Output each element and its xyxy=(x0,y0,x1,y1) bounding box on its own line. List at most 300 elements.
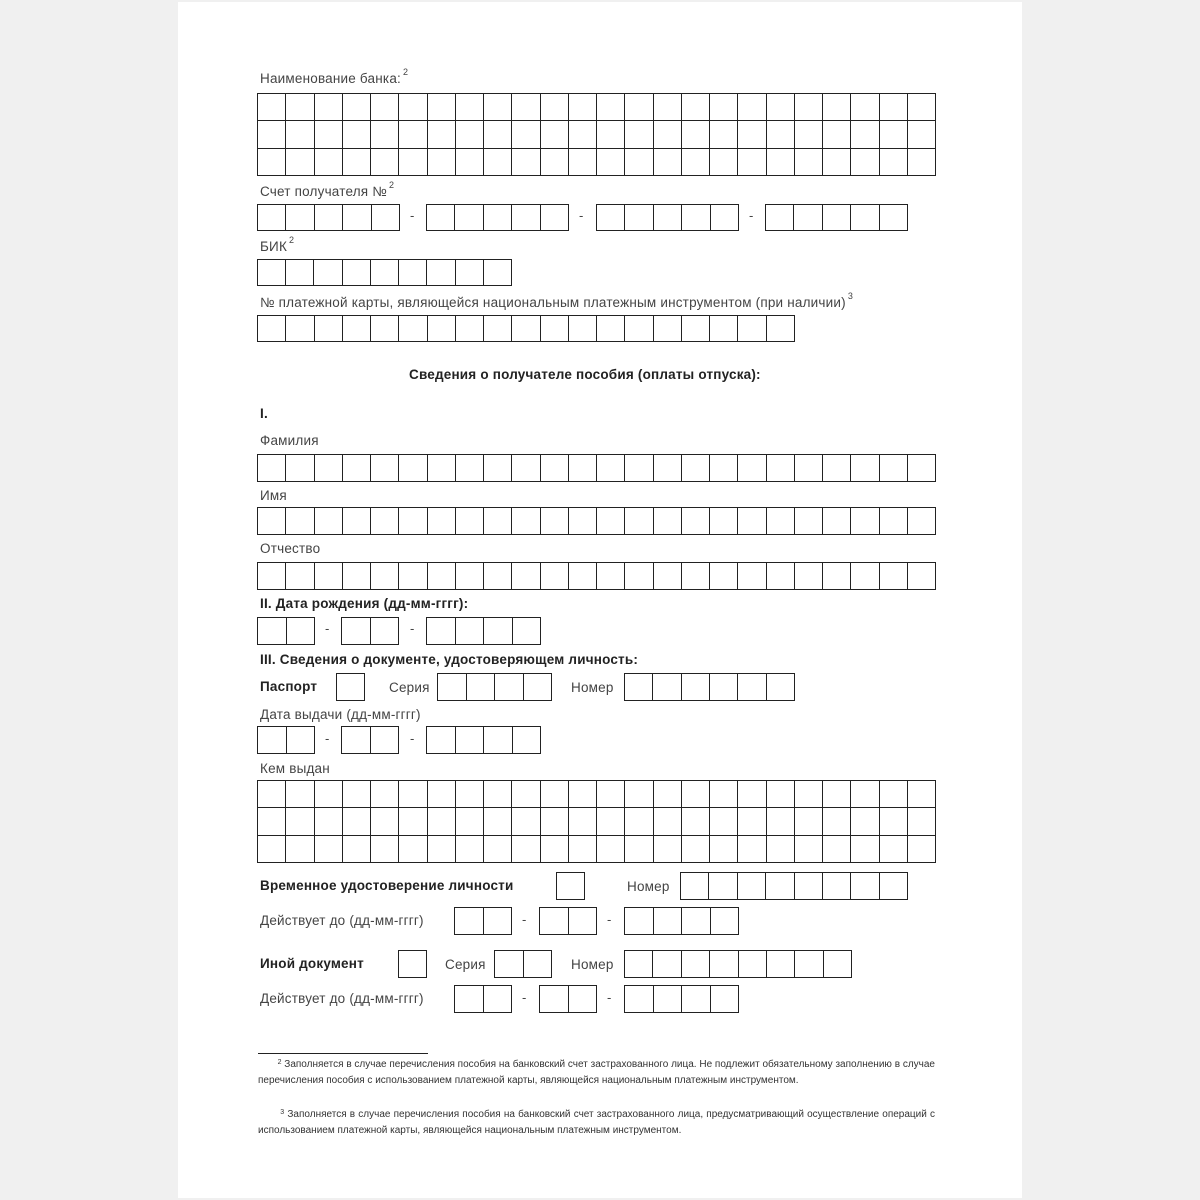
issue-day-grid[interactable] xyxy=(257,726,315,754)
input-cell[interactable] xyxy=(258,149,286,176)
input-cell[interactable] xyxy=(258,316,286,342)
input-cell[interactable] xyxy=(371,563,399,590)
input-cell[interactable] xyxy=(767,563,795,590)
input-cell[interactable] xyxy=(710,316,738,342)
input-cell[interactable] xyxy=(371,260,399,286)
input-cell[interactable] xyxy=(710,951,738,978)
input-cell[interactable] xyxy=(371,316,399,342)
input-cell[interactable] xyxy=(569,316,597,342)
input-cell[interactable] xyxy=(710,508,738,535)
input-cell[interactable] xyxy=(371,781,399,808)
input-cell[interactable] xyxy=(315,563,343,590)
input-cell[interactable] xyxy=(681,873,709,900)
input-cell[interactable] xyxy=(625,316,653,342)
input-cell[interactable] xyxy=(399,260,427,286)
account-grid-4[interactable] xyxy=(765,204,908,231)
other-number-grid[interactable] xyxy=(624,950,852,978)
input-cell[interactable] xyxy=(286,205,314,231)
input-cell[interactable] xyxy=(569,908,598,935)
input-cell[interactable] xyxy=(738,674,766,701)
input-cell[interactable] xyxy=(258,727,287,754)
input-cell[interactable] xyxy=(625,951,653,978)
input-cell[interactable] xyxy=(456,727,485,754)
input-cell[interactable] xyxy=(880,563,908,590)
input-cell[interactable] xyxy=(399,563,427,590)
input-cell[interactable] xyxy=(767,674,795,701)
input-cell[interactable] xyxy=(710,121,738,148)
input-cell[interactable] xyxy=(625,781,653,808)
input-cell[interactable] xyxy=(428,563,456,590)
input-cell[interactable] xyxy=(315,455,343,482)
input-cell[interactable] xyxy=(286,808,314,835)
input-cell[interactable] xyxy=(654,781,682,808)
input-cell[interactable] xyxy=(371,149,399,176)
other-doc-checkbox[interactable] xyxy=(398,950,427,978)
input-cell[interactable] xyxy=(541,316,569,342)
other-valid-month-grid[interactable] xyxy=(539,985,597,1013)
input-cell[interactable] xyxy=(851,563,879,590)
input-cell[interactable] xyxy=(625,149,653,176)
input-cell[interactable] xyxy=(625,563,653,590)
input-cell[interactable] xyxy=(484,149,512,176)
input-cell[interactable] xyxy=(428,121,456,148)
input-cell[interactable] xyxy=(795,94,823,121)
input-cell[interactable] xyxy=(541,781,569,808)
input-cell[interactable] xyxy=(569,455,597,482)
input-cell[interactable] xyxy=(851,94,879,121)
input-cell[interactable] xyxy=(315,836,343,863)
input-cell[interactable] xyxy=(851,781,879,808)
input-cell[interactable] xyxy=(512,508,540,535)
account-grid-2[interactable] xyxy=(426,204,569,231)
input-cell[interactable] xyxy=(625,836,653,863)
input-cell[interactable] xyxy=(524,951,553,978)
issue-year-grid[interactable] xyxy=(426,726,541,754)
birth-year-grid[interactable] xyxy=(426,617,541,645)
input-cell[interactable] xyxy=(569,508,597,535)
input-cell[interactable] xyxy=(484,908,513,935)
input-cell[interactable] xyxy=(540,986,569,1013)
input-cell[interactable] xyxy=(342,727,371,754)
input-cell[interactable] xyxy=(654,908,683,935)
input-cell[interactable] xyxy=(682,808,710,835)
input-cell[interactable] xyxy=(569,836,597,863)
input-cell[interactable] xyxy=(484,508,512,535)
input-cell[interactable] xyxy=(455,986,484,1013)
input-cell[interactable] xyxy=(541,563,569,590)
other-valid-year-grid[interactable] xyxy=(624,985,739,1013)
input-cell[interactable] xyxy=(711,908,740,935)
input-cell[interactable] xyxy=(767,836,795,863)
input-cell[interactable] xyxy=(654,808,682,835)
input-cell[interactable] xyxy=(682,908,711,935)
input-cell[interactable] xyxy=(343,316,371,342)
input-cell[interactable] xyxy=(484,260,512,286)
input-cell[interactable] xyxy=(484,316,512,342)
input-cell[interactable] xyxy=(541,836,569,863)
input-cell[interactable] xyxy=(597,808,625,835)
input-cell[interactable] xyxy=(738,873,766,900)
input-cell[interactable] xyxy=(258,205,286,231)
input-cell[interactable] xyxy=(286,260,314,286)
input-cell[interactable] xyxy=(908,455,936,482)
input-cell[interactable] xyxy=(795,873,823,900)
input-cell[interactable] xyxy=(908,508,936,535)
input-cell[interactable] xyxy=(399,836,427,863)
input-cell[interactable] xyxy=(682,205,710,231)
passport-series-grid[interactable] xyxy=(437,673,552,701)
input-cell[interactable] xyxy=(738,121,766,148)
input-cell[interactable] xyxy=(682,121,710,148)
input-cell[interactable] xyxy=(766,873,794,900)
input-cell[interactable] xyxy=(767,781,795,808)
input-cell[interactable] xyxy=(908,94,936,121)
account-grid-1[interactable] xyxy=(257,204,400,231)
input-cell[interactable] xyxy=(738,455,766,482)
input-cell[interactable] xyxy=(428,94,456,121)
account-grid-3[interactable] xyxy=(596,204,739,231)
input-cell[interactable] xyxy=(767,455,795,482)
input-cell[interactable] xyxy=(541,94,569,121)
input-cell[interactable] xyxy=(597,455,625,482)
input-cell[interactable] xyxy=(710,808,738,835)
temp-valid-day-grid[interactable] xyxy=(454,907,512,935)
input-cell[interactable] xyxy=(654,455,682,482)
input-cell[interactable] xyxy=(456,808,484,835)
input-cell[interactable] xyxy=(880,781,908,808)
input-cell[interactable] xyxy=(258,781,286,808)
input-cell[interactable] xyxy=(851,121,879,148)
input-cell[interactable] xyxy=(428,808,456,835)
input-cell[interactable] xyxy=(484,986,513,1013)
input-cell[interactable] xyxy=(512,205,540,231)
input-cell[interactable] xyxy=(541,808,569,835)
input-cell[interactable] xyxy=(399,951,427,978)
input-cell[interactable] xyxy=(512,455,540,482)
input-cell[interactable] xyxy=(682,951,710,978)
bik-grid[interactable] xyxy=(257,259,512,286)
input-cell[interactable] xyxy=(682,986,711,1013)
temp-valid-year-grid[interactable] xyxy=(624,907,739,935)
input-cell[interactable] xyxy=(541,121,569,148)
input-cell[interactable] xyxy=(428,455,456,482)
input-cell[interactable] xyxy=(428,316,456,342)
birth-month-grid[interactable] xyxy=(341,617,399,645)
input-cell[interactable] xyxy=(597,508,625,535)
surname-grid[interactable] xyxy=(257,454,936,482)
input-cell[interactable] xyxy=(512,316,540,342)
temp-id-checkbox[interactable] xyxy=(556,872,585,900)
input-cell[interactable] xyxy=(343,205,371,231)
input-cell[interactable] xyxy=(569,781,597,808)
input-cell[interactable] xyxy=(456,94,484,121)
input-cell[interactable] xyxy=(682,94,710,121)
input-cell[interactable] xyxy=(399,94,427,121)
input-cell[interactable] xyxy=(767,149,795,176)
input-cell[interactable] xyxy=(823,808,851,835)
input-cell[interactable] xyxy=(569,94,597,121)
birth-day-grid[interactable] xyxy=(257,617,315,645)
input-cell[interactable] xyxy=(512,149,540,176)
input-cell[interactable] xyxy=(823,563,851,590)
input-cell[interactable] xyxy=(654,986,683,1013)
input-cell[interactable] xyxy=(315,149,343,176)
input-cell[interactable] xyxy=(258,808,286,835)
input-cell[interactable] xyxy=(286,316,314,342)
input-cell[interactable] xyxy=(456,781,484,808)
input-cell[interactable] xyxy=(427,727,456,754)
input-cell[interactable] xyxy=(456,316,484,342)
input-cell[interactable] xyxy=(710,836,738,863)
input-cell[interactable] xyxy=(710,674,738,701)
input-cell[interactable] xyxy=(880,873,908,900)
input-cell[interactable] xyxy=(456,121,484,148)
input-cell[interactable] xyxy=(851,149,879,176)
input-cell[interactable] xyxy=(286,455,314,482)
input-cell[interactable] xyxy=(286,781,314,808)
input-cell[interactable] xyxy=(286,149,314,176)
input-cell[interactable] xyxy=(512,808,540,835)
input-cell[interactable] xyxy=(315,121,343,148)
input-cell[interactable] xyxy=(738,781,766,808)
input-cell[interactable] xyxy=(343,836,371,863)
input-cell[interactable] xyxy=(738,149,766,176)
input-cell[interactable] xyxy=(371,121,399,148)
input-cell[interactable] xyxy=(654,836,682,863)
input-cell[interactable] xyxy=(315,808,343,835)
patronymic-grid[interactable] xyxy=(257,562,936,590)
input-cell[interactable] xyxy=(258,455,286,482)
input-cell[interactable] xyxy=(484,205,512,231)
input-cell[interactable] xyxy=(286,836,314,863)
input-cell[interactable] xyxy=(337,674,365,701)
input-cell[interactable] xyxy=(880,121,908,148)
other-valid-day-grid[interactable] xyxy=(454,985,512,1013)
input-cell[interactable] xyxy=(438,674,467,701)
input-cell[interactable] xyxy=(795,508,823,535)
input-cell[interactable] xyxy=(823,455,851,482)
input-cell[interactable] xyxy=(823,94,851,121)
input-cell[interactable] xyxy=(709,873,737,900)
input-cell[interactable] xyxy=(513,618,542,645)
input-cell[interactable] xyxy=(399,121,427,148)
input-cell[interactable] xyxy=(371,727,400,754)
input-cell[interactable] xyxy=(512,94,540,121)
input-cell[interactable] xyxy=(625,986,654,1013)
input-cell[interactable] xyxy=(456,260,484,286)
input-cell[interactable] xyxy=(653,951,681,978)
input-cell[interactable] xyxy=(287,618,316,645)
input-cell[interactable] xyxy=(286,508,314,535)
input-cell[interactable] xyxy=(484,808,512,835)
input-cell[interactable] xyxy=(682,781,710,808)
input-cell[interactable] xyxy=(428,781,456,808)
input-cell[interactable] xyxy=(286,94,314,121)
input-cell[interactable] xyxy=(654,508,682,535)
input-cell[interactable] xyxy=(738,508,766,535)
input-cell[interactable] xyxy=(455,908,484,935)
input-cell[interactable] xyxy=(287,727,316,754)
input-cell[interactable] xyxy=(484,781,512,808)
input-cell[interactable] xyxy=(484,455,512,482)
input-cell[interactable] xyxy=(524,674,553,701)
input-cell[interactable] xyxy=(682,316,710,342)
input-cell[interactable] xyxy=(371,455,399,482)
input-cell[interactable] xyxy=(682,563,710,590)
input-cell[interactable] xyxy=(428,508,456,535)
bank-name-grid[interactable] xyxy=(257,93,936,176)
input-cell[interactable] xyxy=(880,808,908,835)
input-cell[interactable] xyxy=(456,508,484,535)
temp-id-number-grid[interactable] xyxy=(680,872,908,900)
input-cell[interactable] xyxy=(682,836,710,863)
input-cell[interactable] xyxy=(315,316,343,342)
input-cell[interactable] xyxy=(795,836,823,863)
input-cell[interactable] xyxy=(908,836,936,863)
input-cell[interactable] xyxy=(625,808,653,835)
input-cell[interactable] xyxy=(711,986,740,1013)
input-cell[interactable] xyxy=(823,873,851,900)
input-cell[interactable] xyxy=(710,563,738,590)
input-cell[interactable] xyxy=(710,781,738,808)
input-cell[interactable] xyxy=(569,986,598,1013)
input-cell[interactable] xyxy=(258,618,287,645)
input-cell[interactable] xyxy=(541,205,569,231)
input-cell[interactable] xyxy=(342,618,371,645)
input-cell[interactable] xyxy=(738,94,766,121)
input-cell[interactable] xyxy=(540,908,569,935)
input-cell[interactable] xyxy=(343,455,371,482)
input-cell[interactable] xyxy=(795,121,823,148)
input-cell[interactable] xyxy=(484,563,512,590)
input-cell[interactable] xyxy=(597,563,625,590)
input-cell[interactable] xyxy=(880,149,908,176)
input-cell[interactable] xyxy=(569,121,597,148)
input-cell[interactable] xyxy=(399,808,427,835)
input-cell[interactable] xyxy=(795,808,823,835)
input-cell[interactable] xyxy=(738,808,766,835)
input-cell[interactable] xyxy=(512,563,540,590)
input-cell[interactable] xyxy=(851,205,879,231)
input-cell[interactable] xyxy=(880,836,908,863)
input-cell[interactable] xyxy=(343,94,371,121)
input-cell[interactable] xyxy=(908,808,936,835)
input-cell[interactable] xyxy=(739,951,767,978)
input-cell[interactable] xyxy=(541,149,569,176)
input-cell[interactable] xyxy=(512,121,540,148)
temp-valid-month-grid[interactable] xyxy=(539,907,597,935)
input-cell[interactable] xyxy=(851,455,879,482)
input-cell[interactable] xyxy=(625,121,653,148)
input-cell[interactable] xyxy=(795,455,823,482)
input-cell[interactable] xyxy=(557,873,585,900)
input-cell[interactable] xyxy=(343,121,371,148)
input-cell[interactable] xyxy=(738,563,766,590)
input-cell[interactable] xyxy=(372,205,400,231)
input-cell[interactable] xyxy=(625,205,653,231)
passport-number-grid[interactable] xyxy=(624,673,795,701)
input-cell[interactable] xyxy=(710,94,738,121)
input-cell[interactable] xyxy=(597,781,625,808)
input-cell[interactable] xyxy=(371,808,399,835)
input-cell[interactable] xyxy=(738,316,766,342)
input-cell[interactable] xyxy=(427,260,455,286)
input-cell[interactable] xyxy=(258,121,286,148)
input-cell[interactable] xyxy=(625,94,653,121)
input-cell[interactable] xyxy=(767,808,795,835)
input-cell[interactable] xyxy=(371,508,399,535)
input-cell[interactable] xyxy=(399,316,427,342)
input-cell[interactable] xyxy=(908,149,936,176)
input-cell[interactable] xyxy=(654,149,682,176)
input-cell[interactable] xyxy=(399,455,427,482)
input-cell[interactable] xyxy=(495,674,524,701)
input-cell[interactable] xyxy=(456,149,484,176)
input-cell[interactable] xyxy=(880,205,908,231)
input-cell[interactable] xyxy=(682,149,710,176)
input-cell[interactable] xyxy=(455,205,483,231)
input-cell[interactable] xyxy=(495,951,524,978)
input-cell[interactable] xyxy=(456,455,484,482)
input-cell[interactable] xyxy=(343,508,371,535)
input-cell[interactable] xyxy=(597,836,625,863)
input-cell[interactable] xyxy=(597,205,625,231)
input-cell[interactable] xyxy=(427,618,456,645)
input-cell[interactable] xyxy=(766,205,794,231)
input-cell[interactable] xyxy=(343,808,371,835)
input-cell[interactable] xyxy=(795,781,823,808)
input-cell[interactable] xyxy=(258,563,286,590)
input-cell[interactable] xyxy=(428,149,456,176)
input-cell[interactable] xyxy=(880,455,908,482)
input-cell[interactable] xyxy=(286,121,314,148)
input-cell[interactable] xyxy=(258,836,286,863)
input-cell[interactable] xyxy=(908,781,936,808)
input-cell[interactable] xyxy=(908,121,936,148)
input-cell[interactable] xyxy=(908,563,936,590)
input-cell[interactable] xyxy=(767,121,795,148)
passport-checkbox[interactable] xyxy=(336,673,365,701)
input-cell[interactable] xyxy=(710,149,738,176)
input-cell[interactable] xyxy=(823,781,851,808)
input-cell[interactable] xyxy=(399,781,427,808)
input-cell[interactable] xyxy=(794,205,822,231)
input-cell[interactable] xyxy=(654,316,682,342)
input-cell[interactable] xyxy=(654,121,682,148)
input-cell[interactable] xyxy=(795,951,823,978)
input-cell[interactable] xyxy=(767,508,795,535)
input-cell[interactable] xyxy=(456,836,484,863)
input-cell[interactable] xyxy=(315,781,343,808)
input-cell[interactable] xyxy=(625,674,653,701)
input-cell[interactable] xyxy=(823,836,851,863)
input-cell[interactable] xyxy=(767,94,795,121)
input-cell[interactable] xyxy=(484,94,512,121)
input-cell[interactable] xyxy=(625,908,654,935)
input-cell[interactable] xyxy=(513,727,542,754)
input-cell[interactable] xyxy=(597,121,625,148)
input-cell[interactable] xyxy=(851,873,879,900)
input-cell[interactable] xyxy=(484,836,512,863)
input-cell[interactable] xyxy=(512,781,540,808)
input-cell[interactable] xyxy=(824,951,852,978)
input-cell[interactable] xyxy=(682,455,710,482)
input-cell[interactable] xyxy=(682,508,710,535)
input-cell[interactable] xyxy=(456,563,484,590)
input-cell[interactable] xyxy=(343,563,371,590)
input-cell[interactable] xyxy=(428,836,456,863)
input-cell[interactable] xyxy=(597,94,625,121)
